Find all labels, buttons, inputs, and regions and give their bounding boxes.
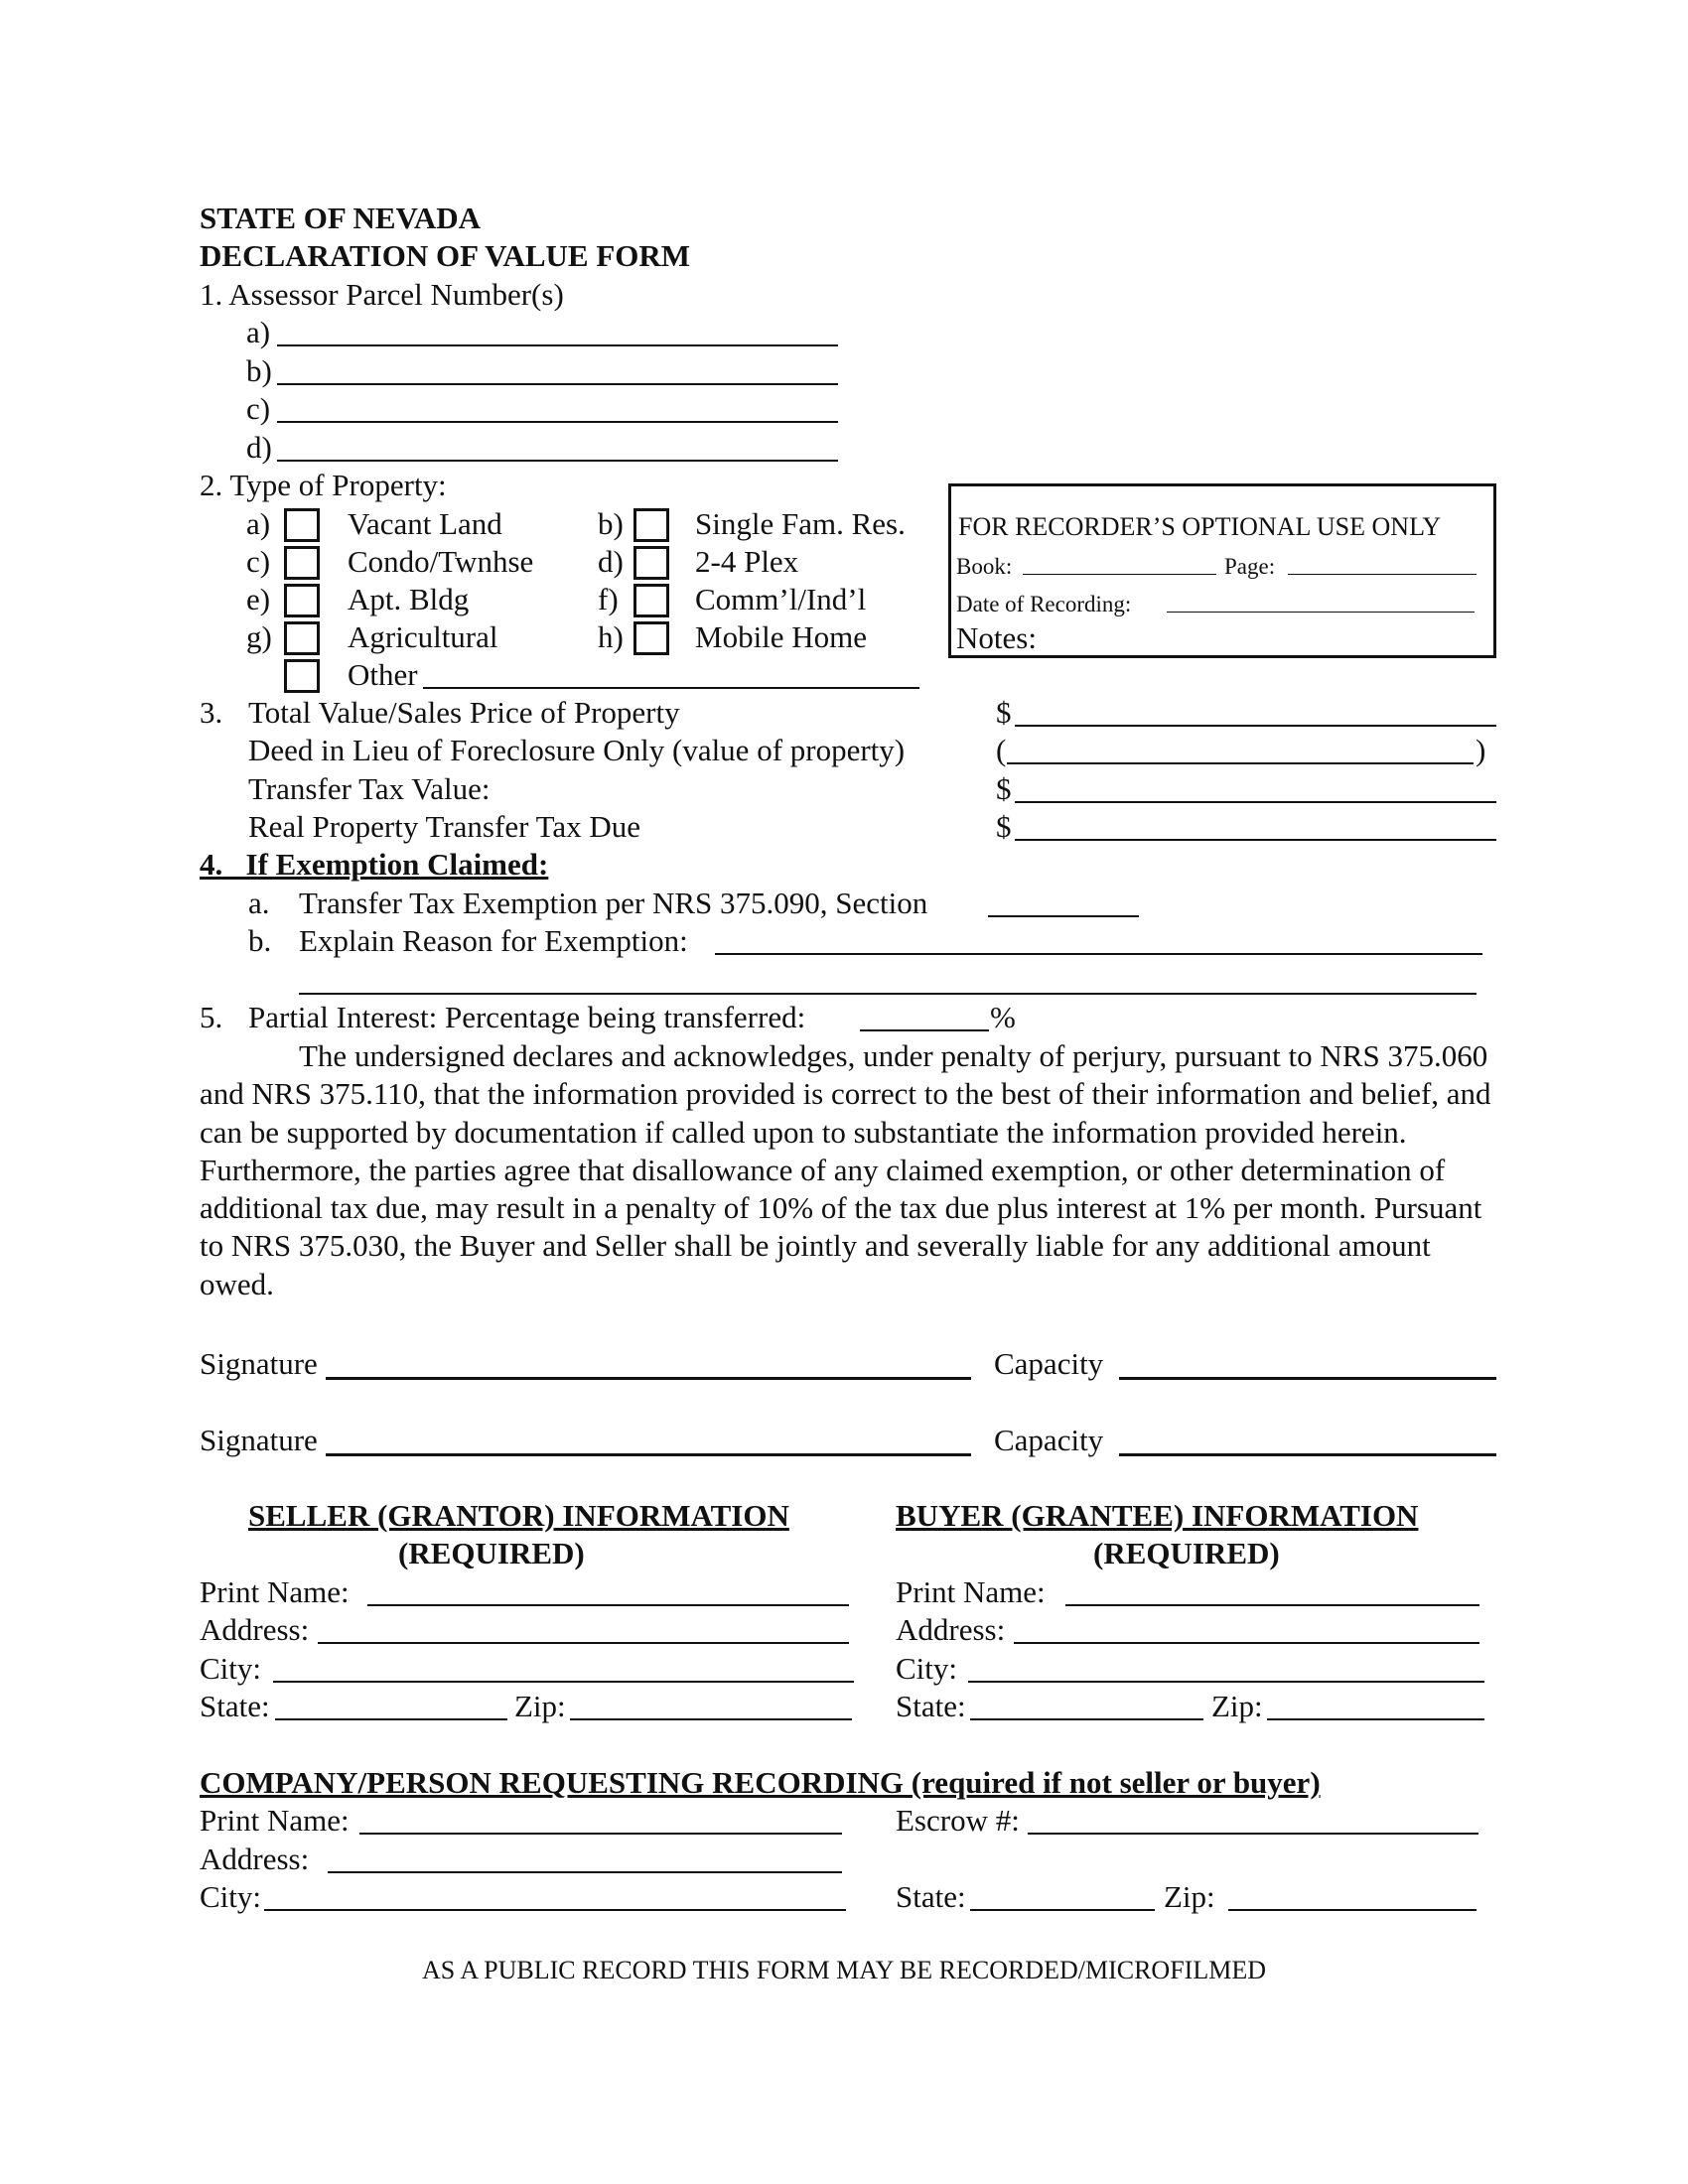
parcel-c-field[interactable] <box>277 421 838 423</box>
deed-in-lieu-label: Deed in Lieu of Foreclosure Only (value of property) <box>248 733 906 767</box>
section4-heading: 4. If Exemption Claimed: <box>200 847 549 882</box>
percent-sign: % <box>990 1000 1016 1034</box>
capacity-1-label: Capacity <box>994 1346 1104 1381</box>
seller-print-name-label: Print Name: <box>200 1574 350 1609</box>
company-print-name-field[interactable] <box>359 1833 842 1835</box>
single-fam-checkbox[interactable] <box>633 508 669 542</box>
seller-address-label: Address: <box>200 1612 310 1647</box>
company-state-field[interactable] <box>970 1909 1155 1911</box>
apt-bldg-label: Apt. Bldg <box>348 582 470 616</box>
seller-state-label: State: <box>200 1689 270 1723</box>
capacity-2-label: Capacity <box>994 1423 1104 1457</box>
total-value-dollar: $ <box>996 695 1012 730</box>
seller-required: (REQUIRED) <box>398 1536 585 1570</box>
partial-interest-field[interactable] <box>860 1029 989 1031</box>
signature-2-field[interactable] <box>326 1453 971 1456</box>
section5-number: 5. <box>200 1000 223 1034</box>
vacant-land-checkbox[interactable] <box>284 508 320 542</box>
type-g-letter: g) <box>246 619 272 654</box>
deed-in-lieu-field[interactable] <box>1007 762 1474 764</box>
commercial-label: Comm’l/Ind’l <box>695 582 867 616</box>
exemption-a-letter: a. <box>248 886 270 920</box>
seller-zip-field[interactable] <box>570 1718 852 1720</box>
type-h-letter: h) <box>598 619 624 654</box>
single-fam-label: Single Fam. Res. <box>695 506 906 541</box>
transfer-tax-value-label: Transfer Tax Value: <box>248 771 491 806</box>
seller-print-name-field[interactable] <box>367 1604 849 1606</box>
book-field[interactable] <box>1023 574 1216 575</box>
book-label: Book: <box>956 554 1013 579</box>
date-of-recording-field[interactable] <box>1167 612 1475 613</box>
seller-zip-label: Zip: <box>514 1689 566 1723</box>
exemption-reason-label: Explain Reason for Exemption: <box>299 923 688 958</box>
section2-heading: 2. Type of Property: <box>200 468 447 502</box>
type-b-letter: b) <box>598 506 624 541</box>
total-value-field[interactable] <box>1015 725 1496 727</box>
type-c-letter: c) <box>246 544 271 579</box>
condo-label: Condo/Twnhse <box>348 544 534 579</box>
type-a-letter: a) <box>246 506 271 541</box>
seller-state-field[interactable] <box>275 1718 507 1720</box>
buyer-title: BUYER (GRANTEE) INFORMATION <box>896 1498 1419 1533</box>
notes-label: Notes: <box>956 620 1037 655</box>
buyer-city-label: City: <box>896 1651 958 1686</box>
commercial-checkbox[interactable] <box>633 584 669 617</box>
deed-in-lieu-open-paren: ( <box>996 733 1007 767</box>
seller-title: SELLER (GRANTOR) INFORMATION <box>248 1498 789 1533</box>
other-field[interactable] <box>423 687 919 689</box>
seller-address-field[interactable] <box>318 1642 849 1644</box>
plex-label: 2-4 Plex <box>695 544 799 579</box>
parcel-d-field[interactable] <box>277 460 838 462</box>
transfer-tax-due-dollar: $ <box>996 809 1012 844</box>
other-checkbox[interactable] <box>284 659 320 693</box>
page-label: Page: <box>1224 554 1276 579</box>
capacity-2-field[interactable] <box>1119 1453 1496 1456</box>
company-address-label: Address: <box>200 1842 310 1876</box>
form-title: DECLARATION OF VALUE FORM <box>200 238 691 273</box>
transfer-tax-due-field[interactable] <box>1015 839 1496 841</box>
condo-checkbox[interactable] <box>284 546 320 580</box>
type-e-letter: e) <box>246 582 271 616</box>
company-print-name-label: Print Name: <box>200 1803 350 1838</box>
seller-city-field[interactable] <box>273 1681 854 1683</box>
vacant-land-label: Vacant Land <box>348 506 502 541</box>
signature-1-field[interactable] <box>326 1377 971 1380</box>
type-f-letter: f) <box>598 582 619 616</box>
agricultural-label: Agricultural <box>348 619 498 654</box>
parcel-b-field[interactable] <box>277 383 838 385</box>
company-state-label: State: <box>896 1879 966 1914</box>
buyer-zip-field[interactable] <box>1267 1718 1484 1720</box>
declaration-paragraph: The undersigned declares and acknowledges, under penalty of perjury, pursuant to NRS 375.060 and NRS 375.110, that the information provided is correct to the best of their information and belief, and can be supported by documentation if called upon to substantiate the information provided herein. Furthermore, the parties agree that disallowance of any claimed exemption, or other determination of additional tax due, may result in a penalty of 10% of the tax due plus interest at 1% per month. Pursuant to NRS 375.030, the Buyer and Seller shall be jointly and severally liable for any additional amount owed. <box>200 1038 1491 1301</box>
buyer-address-field[interactable] <box>1014 1642 1479 1644</box>
buyer-print-name-label: Print Name: <box>896 1574 1046 1609</box>
signature-1-label: Signature <box>200 1346 318 1381</box>
parcel-c-label: c) <box>246 391 271 426</box>
buyer-state-field[interactable] <box>970 1718 1203 1720</box>
total-value-label: Total Value/Sales Price of Property <box>248 695 680 730</box>
section1-heading: 1. Assessor Parcel Number(s) <box>200 277 564 312</box>
parcel-a-field[interactable] <box>277 344 838 346</box>
date-of-recording-label: Date of Recording: <box>956 592 1132 616</box>
apt-bldg-checkbox[interactable] <box>284 584 320 617</box>
company-zip-field[interactable] <box>1228 1909 1477 1911</box>
section3-number: 3. <box>200 695 223 730</box>
agricultural-checkbox[interactable] <box>284 621 320 655</box>
exemption-b-letter: b. <box>248 923 272 958</box>
company-zip-label: Zip: <box>1164 1879 1215 1914</box>
parcel-d-label: d) <box>246 430 272 465</box>
exemption-section-label: Transfer Tax Exemption per NRS 375.090, Section <box>299 886 928 920</box>
deed-in-lieu-close-paren: ) <box>1476 733 1486 767</box>
partial-interest-label: Partial Interest: Percentage being transferred: <box>248 1000 806 1034</box>
buyer-zip-label: Zip: <box>1211 1689 1263 1723</box>
transfer-tax-value-field[interactable] <box>1015 801 1496 803</box>
buyer-required: (REQUIRED) <box>1093 1536 1280 1570</box>
escrow-label: Escrow #: <box>896 1803 1020 1838</box>
page-field[interactable] <box>1288 574 1477 575</box>
buyer-print-name-field[interactable] <box>1065 1604 1479 1606</box>
mobile-home-label: Mobile Home <box>695 619 868 654</box>
type-d-letter: d) <box>598 544 624 579</box>
recorder-box-title: FOR RECORDER’S OPTIONAL USE ONLY <box>958 512 1442 541</box>
exemption-section-field[interactable] <box>988 915 1139 917</box>
seller-city-label: City: <box>200 1651 262 1686</box>
exemption-reason-field[interactable] <box>715 953 1482 955</box>
transfer-tax-value-dollar: $ <box>996 771 1012 806</box>
company-city-label: City: <box>200 1879 262 1914</box>
other-label: Other <box>348 657 418 692</box>
company-city-field[interactable] <box>264 1909 846 1911</box>
public-record-notice: AS A PUBLIC RECORD THIS FORM MAY BE RECORDED/MICROFILMED <box>422 1956 1266 1984</box>
capacity-1-field[interactable] <box>1119 1377 1496 1380</box>
mobile-home-checkbox[interactable] <box>633 621 669 655</box>
transfer-tax-due-label: Real Property Transfer Tax Due <box>248 809 641 844</box>
parcel-b-label: b) <box>246 353 272 388</box>
exemption-reason-field-2[interactable] <box>299 993 1477 995</box>
plex-checkbox[interactable] <box>633 546 669 580</box>
buyer-city-field[interactable] <box>968 1681 1484 1683</box>
buyer-address-label: Address: <box>896 1612 1006 1647</box>
state-title: STATE OF NEVADA <box>200 201 482 235</box>
company-title: COMPANY/PERSON REQUESTING RECORDING (required if not seller or buyer) <box>200 1765 1321 1800</box>
parcel-a-label: a) <box>246 315 271 349</box>
company-address-field[interactable] <box>328 1871 842 1873</box>
signature-2-label: Signature <box>200 1423 318 1457</box>
escrow-field[interactable] <box>1028 1833 1478 1835</box>
buyer-state-label: State: <box>896 1689 966 1723</box>
